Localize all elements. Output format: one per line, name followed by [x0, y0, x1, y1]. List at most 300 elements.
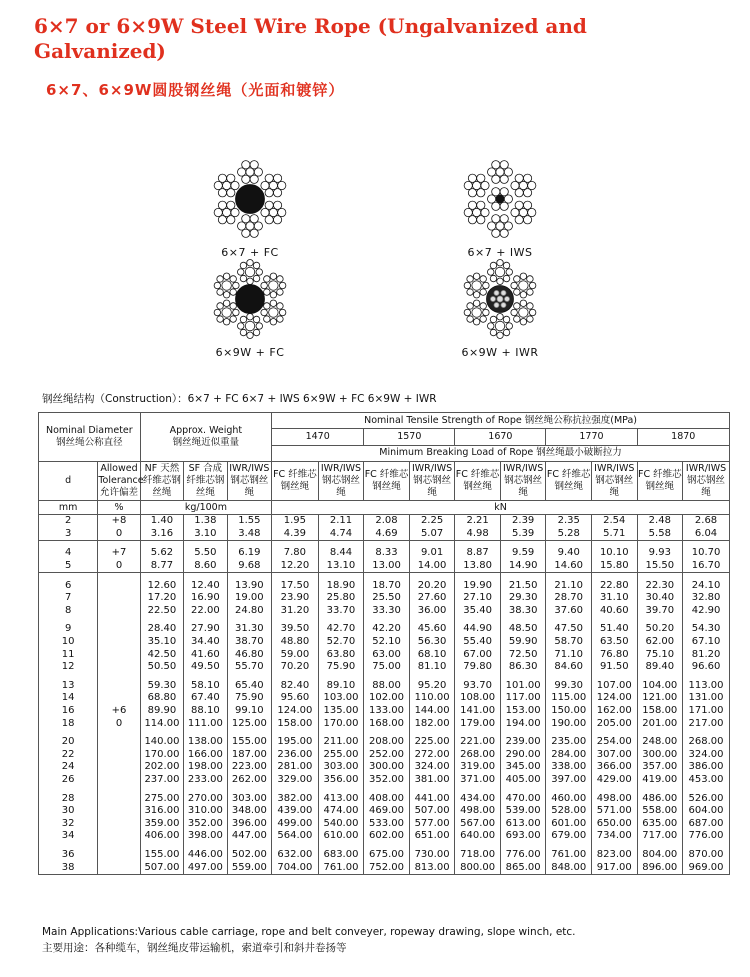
- value-cell: 31.20: [272, 605, 319, 618]
- value-cell: 366.00: [591, 761, 637, 774]
- value-cell: 776.00: [683, 830, 730, 843]
- page-subtitle-cn: 6×7、6×9W圆股钢丝绳（光面和镀锌）: [46, 81, 345, 99]
- value-cell: 208.00: [364, 736, 410, 749]
- value-cell: 2.48: [637, 515, 683, 528]
- section-label: 6×7 + IWS: [467, 246, 533, 259]
- value-cell: 693.00: [500, 830, 546, 843]
- value-cell: 124.00: [591, 692, 637, 705]
- value-cell: 223.00: [227, 761, 272, 774]
- value-cell: 804.00: [637, 849, 683, 862]
- tolerance-cell: [98, 736, 140, 749]
- value-cell: 602.00: [364, 830, 410, 843]
- value-cell: 5.28: [546, 528, 592, 541]
- value-cell: 187.00: [227, 749, 272, 762]
- value-cell: 153.00: [500, 705, 546, 718]
- value-cell: 170.00: [140, 749, 183, 762]
- value-cell: 63.50: [591, 636, 637, 649]
- value-cell: 91.50: [591, 661, 637, 674]
- value-cell: 27.10: [455, 592, 501, 605]
- value-cell: 38.70: [227, 636, 272, 649]
- value-cell: 4.74: [318, 528, 364, 541]
- value-cell: 5.62: [140, 547, 183, 560]
- value-cell: 761.00: [318, 861, 364, 874]
- tolerance-cell: [98, 830, 140, 843]
- value-cell: 20.20: [409, 579, 455, 592]
- main-applications-en: Main Applications:Various cable carriage, rope and belt conveyer, ropeway drawing, slope winch, etc.: [42, 926, 576, 938]
- diameter-cell: 16: [39, 705, 98, 718]
- value-cell: 32.80: [683, 592, 730, 605]
- value-cell: 12.40: [184, 579, 227, 592]
- value-cell: 324.00: [409, 761, 455, 774]
- table-row: [39, 849, 730, 862]
- value-cell: 275.00: [140, 792, 183, 805]
- value-cell: 205.00: [591, 717, 637, 730]
- value-cell: 14.90: [500, 560, 546, 573]
- tolerance-cell: [98, 623, 140, 636]
- value-cell: 198.00: [184, 761, 227, 774]
- value-cell: 498.00: [455, 805, 501, 818]
- table-row: [39, 547, 730, 560]
- value-cell: 398.00: [184, 830, 227, 843]
- value-cell: 507.00: [409, 805, 455, 818]
- table-row: [39, 736, 730, 749]
- rope-cross-section-icon: [459, 158, 541, 240]
- value-cell: 474.00: [318, 805, 364, 818]
- value-cell: 675.00: [364, 849, 410, 862]
- tolerance-cell: +6: [98, 705, 140, 718]
- value-cell: 101.00: [500, 680, 546, 693]
- d-header: d: [39, 462, 98, 501]
- fc-header: FC 纤维芯钢丝绳: [637, 462, 683, 501]
- table-row: [39, 680, 730, 693]
- tolerance-cell: [98, 849, 140, 862]
- value-cell: 88.00: [364, 680, 410, 693]
- value-cell: 434.00: [455, 792, 501, 805]
- value-cell: 24.10: [683, 579, 730, 592]
- value-cell: 499.00: [272, 817, 319, 830]
- value-cell: 56.30: [409, 636, 455, 649]
- value-cell: 48.80: [272, 636, 319, 649]
- value-cell: 2.39: [500, 515, 546, 528]
- grade-header: 1670: [455, 429, 546, 445]
- value-cell: 22.00: [184, 605, 227, 618]
- value-cell: 498.00: [591, 792, 637, 805]
- value-cell: 133.00: [364, 705, 410, 718]
- value-cell: 18.90: [318, 579, 364, 592]
- value-cell: 18.70: [364, 579, 410, 592]
- value-cell: 27.60: [409, 592, 455, 605]
- value-cell: 45.60: [409, 623, 455, 636]
- value-cell: 131.00: [683, 692, 730, 705]
- diameter-cell: 18: [39, 717, 98, 730]
- value-cell: 63.00: [364, 648, 410, 661]
- value-cell: 65.40: [227, 680, 272, 693]
- section-diagram-6x7-iws: [430, 158, 570, 259]
- value-cell: 4.98: [455, 528, 501, 541]
- table-row: [39, 774, 730, 787]
- value-cell: 6.04: [683, 528, 730, 541]
- value-cell: 41.60: [184, 648, 227, 661]
- value-cell: 24.80: [227, 605, 272, 618]
- tolerance-cell: [98, 861, 140, 874]
- table-row: [39, 705, 730, 718]
- value-cell: 800.00: [455, 861, 501, 874]
- value-cell: 290.00: [500, 749, 546, 762]
- value-cell: 42.20: [364, 623, 410, 636]
- value-cell: 4.39: [272, 528, 319, 541]
- tolerance-cell: [98, 805, 140, 818]
- value-cell: 917.00: [591, 861, 637, 874]
- section-label: 6×7 + FC: [221, 246, 279, 259]
- value-cell: 441.00: [409, 792, 455, 805]
- value-cell: 14.00: [409, 560, 455, 573]
- value-cell: 33.70: [318, 605, 364, 618]
- value-cell: 150.00: [546, 705, 592, 718]
- value-cell: 22.30: [637, 579, 683, 592]
- nominal-diameter-header: Nominal Diameter: [46, 425, 133, 436]
- value-cell: 54.30: [683, 623, 730, 636]
- value-cell: 201.00: [637, 717, 683, 730]
- value-cell: 71.10: [546, 648, 592, 661]
- grade-header: 1870: [637, 429, 729, 445]
- value-cell: 36.00: [409, 605, 455, 618]
- diameter-cell: 30: [39, 805, 98, 818]
- value-cell: 59.00: [272, 648, 319, 661]
- tolerance-cell: [98, 774, 140, 787]
- value-cell: 31.10: [591, 592, 637, 605]
- value-cell: 460.00: [546, 792, 592, 805]
- value-cell: 470.00: [500, 792, 546, 805]
- value-cell: 396.00: [227, 817, 272, 830]
- value-cell: 9.40: [546, 547, 592, 560]
- value-cell: 533.00: [364, 817, 410, 830]
- value-cell: 15.80: [591, 560, 637, 573]
- value-cell: 138.00: [184, 736, 227, 749]
- value-cell: 171.00: [683, 705, 730, 718]
- value-cell: 52.10: [364, 636, 410, 649]
- tolerance-cell: [98, 592, 140, 605]
- value-cell: 405.00: [500, 774, 546, 787]
- value-cell: 262.00: [227, 774, 272, 787]
- value-cell: 30.40: [637, 592, 683, 605]
- table-row: [39, 761, 730, 774]
- value-cell: 52.70: [318, 636, 364, 649]
- value-cell: 356.00: [318, 774, 364, 787]
- value-cell: 135.00: [318, 705, 364, 718]
- value-cell: 236.00: [272, 749, 319, 762]
- value-cell: 42.50: [140, 648, 183, 661]
- value-cell: 79.80: [455, 661, 501, 674]
- value-cell: 17.50: [272, 579, 319, 592]
- value-cell: 2.68: [683, 515, 730, 528]
- section-diagram-6x9w-fc: [180, 258, 320, 359]
- value-cell: 12.60: [140, 579, 183, 592]
- tolerance-cell: +7: [98, 547, 140, 560]
- value-cell: 158.00: [272, 717, 319, 730]
- value-cell: 528.00: [546, 805, 592, 818]
- value-cell: 31.30: [227, 623, 272, 636]
- value-cell: 300.00: [364, 761, 410, 774]
- value-cell: 5.50: [184, 547, 227, 560]
- value-cell: 237.00: [140, 774, 183, 787]
- value-cell: 48.50: [500, 623, 546, 636]
- value-cell: 28.70: [546, 592, 592, 605]
- table-row: [39, 623, 730, 636]
- value-cell: 268.00: [683, 736, 730, 749]
- value-cell: 1.40: [140, 515, 183, 528]
- value-cell: 539.00: [500, 805, 546, 818]
- value-cell: 469.00: [364, 805, 410, 818]
- value-cell: 310.00: [184, 805, 227, 818]
- value-cell: 107.00: [591, 680, 637, 693]
- diameter-cell: 6: [39, 579, 98, 592]
- diameter-cell: 24: [39, 761, 98, 774]
- value-cell: 158.00: [637, 705, 683, 718]
- value-cell: 730.00: [409, 849, 455, 862]
- value-cell: 88.10: [184, 705, 227, 718]
- value-cell: 8.87: [455, 547, 501, 560]
- value-cell: 46.80: [227, 648, 272, 661]
- diameter-cell: 7: [39, 592, 98, 605]
- value-cell: 651.00: [409, 830, 455, 843]
- value-cell: 526.00: [683, 792, 730, 805]
- diameter-cell: 22: [39, 749, 98, 762]
- value-cell: 162.00: [591, 705, 637, 718]
- unit-kg: kg/100m: [140, 501, 271, 515]
- value-cell: 23.90: [272, 592, 319, 605]
- fc-header: FC 纤维芯钢丝绳: [272, 462, 319, 501]
- value-cell: 9.93: [637, 547, 683, 560]
- value-cell: 635.00: [637, 817, 683, 830]
- value-cell: 9.01: [409, 547, 455, 560]
- value-cell: 117.00: [500, 692, 546, 705]
- value-cell: 559.00: [227, 861, 272, 874]
- value-cell: 168.00: [364, 717, 410, 730]
- diameter-cell: 11: [39, 648, 98, 661]
- value-cell: 9.68: [227, 560, 272, 573]
- value-cell: 10.70: [683, 547, 730, 560]
- diameter-cell: 12: [39, 661, 98, 674]
- value-cell: 734.00: [591, 830, 637, 843]
- value-cell: 6.19: [227, 547, 272, 560]
- value-cell: 49.50: [184, 661, 227, 674]
- value-cell: 813.00: [409, 861, 455, 874]
- value-cell: 604.00: [683, 805, 730, 818]
- value-cell: 650.00: [591, 817, 637, 830]
- fc-header: FC 纤维芯钢丝绳: [364, 462, 410, 501]
- value-cell: 870.00: [683, 849, 730, 862]
- value-cell: 1.55: [227, 515, 272, 528]
- value-cell: 96.60: [683, 661, 730, 674]
- table-row: [39, 661, 730, 674]
- value-cell: 95.60: [272, 692, 319, 705]
- value-cell: 13.80: [455, 560, 501, 573]
- value-cell: 141.00: [455, 705, 501, 718]
- value-cell: 35.10: [140, 636, 183, 649]
- value-cell: 40.60: [591, 605, 637, 618]
- value-cell: 896.00: [637, 861, 683, 874]
- value-cell: 16.90: [184, 592, 227, 605]
- value-cell: 281.00: [272, 761, 319, 774]
- fc-header: FC 纤维芯钢丝绳: [546, 462, 592, 501]
- value-cell: 2.54: [591, 515, 637, 528]
- diameter-cell: 38: [39, 861, 98, 874]
- value-cell: 3.16: [140, 528, 183, 541]
- value-cell: 99.10: [227, 705, 272, 718]
- section-diagram-6x9w-iwr: [430, 258, 570, 359]
- table-row: [39, 636, 730, 649]
- value-cell: 93.70: [455, 680, 501, 693]
- value-cell: 761.00: [546, 849, 592, 862]
- value-cell: 303.00: [318, 761, 364, 774]
- tolerance-cell: [98, 792, 140, 805]
- value-cell: 37.60: [546, 605, 592, 618]
- value-cell: 348.00: [227, 805, 272, 818]
- table-row: [39, 792, 730, 805]
- table-row: [39, 817, 730, 830]
- value-cell: 221.00: [455, 736, 501, 749]
- value-cell: 338.00: [546, 761, 592, 774]
- iwr-weight-header: IWR/IWS 钢芯钢丝绳: [227, 462, 272, 501]
- value-cell: 62.00: [637, 636, 683, 649]
- value-cell: 8.77: [140, 560, 183, 573]
- value-cell: 59.90: [500, 636, 546, 649]
- value-cell: 3.48: [227, 528, 272, 541]
- table-row: [39, 861, 730, 874]
- value-cell: 29.30: [500, 592, 546, 605]
- value-cell: 89.40: [637, 661, 683, 674]
- value-cell: 27.90: [184, 623, 227, 636]
- value-cell: 382.00: [272, 792, 319, 805]
- value-cell: 155.00: [227, 736, 272, 749]
- iwr-header: IWR/IWS 钢芯钢丝绳: [591, 462, 637, 501]
- table-row: [39, 717, 730, 730]
- value-cell: 217.00: [683, 717, 730, 730]
- diameter-cell: 34: [39, 830, 98, 843]
- value-cell: 5.39: [500, 528, 546, 541]
- value-cell: 38.30: [500, 605, 546, 618]
- value-cell: 75.00: [364, 661, 410, 674]
- value-cell: 2.08: [364, 515, 410, 528]
- value-cell: 270.00: [184, 792, 227, 805]
- value-cell: 95.20: [409, 680, 455, 693]
- value-cell: 75.90: [318, 661, 364, 674]
- value-cell: 89.90: [140, 705, 183, 718]
- value-cell: 22.50: [140, 605, 183, 618]
- value-cell: 381.00: [409, 774, 455, 787]
- tolerance-cell: [98, 680, 140, 693]
- diameter-cell: 5: [39, 560, 98, 573]
- value-cell: 2.35: [546, 515, 592, 528]
- value-cell: 610.00: [318, 830, 364, 843]
- value-cell: 70.20: [272, 661, 319, 674]
- value-cell: 502.00: [227, 849, 272, 862]
- unit-mm: mm: [39, 501, 98, 515]
- value-cell: 5.58: [637, 528, 683, 541]
- footer: [42, 924, 576, 956]
- diameter-cell: 20: [39, 736, 98, 749]
- value-cell: 324.00: [683, 749, 730, 762]
- value-cell: 195.00: [272, 736, 319, 749]
- value-cell: 718.00: [455, 849, 501, 862]
- value-cell: 687.00: [683, 817, 730, 830]
- value-cell: 25.50: [364, 592, 410, 605]
- value-cell: 776.00: [500, 849, 546, 862]
- value-cell: 16.70: [683, 560, 730, 573]
- value-cell: 752.00: [364, 861, 410, 874]
- value-cell: 89.10: [318, 680, 364, 693]
- value-cell: 144.00: [409, 705, 455, 718]
- value-cell: 59.30: [140, 680, 183, 693]
- value-cell: 683.00: [318, 849, 364, 862]
- spec-table: [38, 412, 730, 875]
- value-cell: 408.00: [364, 792, 410, 805]
- table-row: [39, 648, 730, 661]
- value-cell: 268.00: [455, 749, 501, 762]
- tolerance-cell: 0: [98, 717, 140, 730]
- tolerance-cell: [98, 761, 140, 774]
- table-row: [39, 592, 730, 605]
- table-row: [39, 692, 730, 705]
- value-cell: 679.00: [546, 830, 592, 843]
- value-cell: 110.00: [409, 692, 455, 705]
- value-cell: 13.90: [227, 579, 272, 592]
- table-row: [39, 528, 730, 541]
- value-cell: 254.00: [591, 736, 637, 749]
- tolerance-cell: [98, 636, 140, 649]
- value-cell: 406.00: [140, 830, 183, 843]
- tolerance-cell: [98, 692, 140, 705]
- value-cell: 272.00: [409, 749, 455, 762]
- value-cell: 68.10: [409, 648, 455, 661]
- value-cell: 166.00: [184, 749, 227, 762]
- value-cell: 17.20: [140, 592, 183, 605]
- section-label: 6×9W + IWR: [461, 346, 539, 359]
- value-cell: 865.00: [500, 861, 546, 874]
- unit-kn: kN: [272, 501, 730, 515]
- diameter-cell: 32: [39, 817, 98, 830]
- value-cell: 111.00: [184, 717, 227, 730]
- value-cell: 81.20: [683, 648, 730, 661]
- value-cell: 35.40: [455, 605, 501, 618]
- value-cell: 5.07: [409, 528, 455, 541]
- value-cell: 352.00: [364, 774, 410, 787]
- value-cell: 14.60: [546, 560, 592, 573]
- value-cell: 104.00: [637, 680, 683, 693]
- value-cell: 42.90: [683, 605, 730, 618]
- value-cell: 371.00: [455, 774, 501, 787]
- unit-percent: %: [98, 501, 140, 515]
- value-cell: 3.10: [184, 528, 227, 541]
- value-cell: 114.00: [140, 717, 183, 730]
- value-cell: 316.00: [140, 805, 183, 818]
- value-cell: 577.00: [409, 817, 455, 830]
- iwr-header: IWR/IWS 钢芯钢丝绳: [500, 462, 546, 501]
- value-cell: 99.30: [546, 680, 592, 693]
- value-cell: 72.50: [500, 648, 546, 661]
- value-cell: 67.10: [683, 636, 730, 649]
- value-cell: 202.00: [140, 761, 183, 774]
- value-cell: 55.40: [455, 636, 501, 649]
- value-cell: 13.00: [364, 560, 410, 573]
- value-cell: 717.00: [637, 830, 683, 843]
- tolerance-cell: [98, 817, 140, 830]
- value-cell: 248.00: [637, 736, 683, 749]
- value-cell: 140.00: [140, 736, 183, 749]
- value-cell: 558.00: [637, 805, 683, 818]
- value-cell: 42.70: [318, 623, 364, 636]
- value-cell: 76.80: [591, 648, 637, 661]
